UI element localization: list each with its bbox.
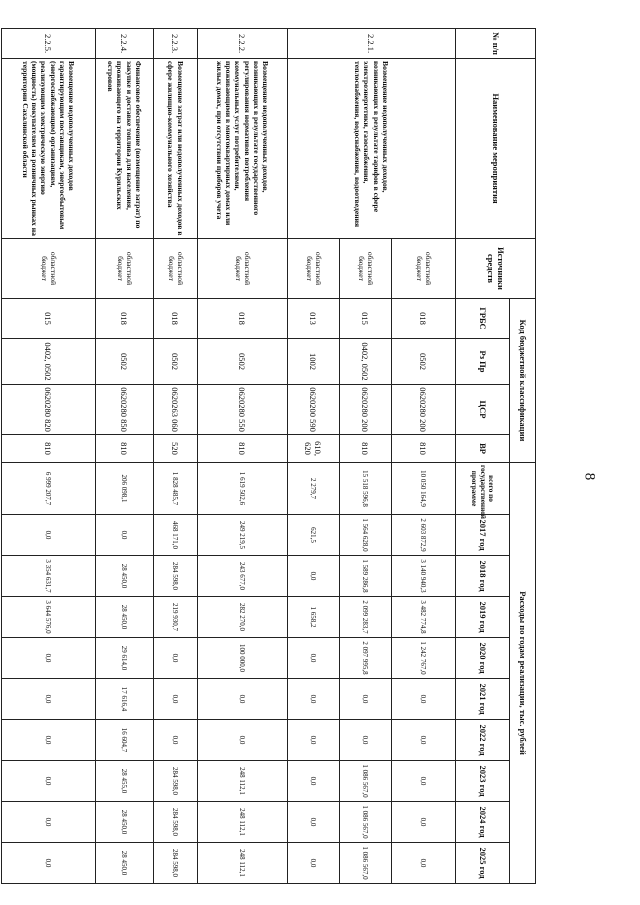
rzpr-code: 0502 xyxy=(154,339,198,385)
year-amount: 219 930,7 xyxy=(154,597,198,638)
vr-code: 810 xyxy=(340,435,392,463)
grbs-code: 018 xyxy=(198,299,288,339)
header-year: 2025 год xyxy=(456,843,510,884)
year-amount: 17 616,4 xyxy=(96,679,154,720)
total-amount: 15 518 596,8 xyxy=(340,463,392,515)
year-amount: 0,0 xyxy=(2,843,96,884)
year-amount: 1 564 628,0 xyxy=(340,515,392,556)
year-amount: 1 086 567,0 xyxy=(340,761,392,802)
grbs-code: 013 xyxy=(288,299,340,339)
grbs-code: 015 xyxy=(2,299,96,339)
year-amount: 16 604,7 xyxy=(96,720,154,761)
total-amount: 10 050 164,9 xyxy=(392,463,456,515)
header-grbs: ГРБС xyxy=(456,299,510,339)
header-name: Наименование мероприятия xyxy=(456,59,536,239)
year-amount: 284 598,0 xyxy=(154,556,198,597)
year-amount: 0,0 xyxy=(2,761,96,802)
csr-code: 0620280 820 xyxy=(2,385,96,435)
table-row xyxy=(154,29,198,884)
year-amount: 0,0 xyxy=(340,679,392,720)
year-amount: 284 598,0 xyxy=(154,802,198,843)
vr-code: 810 xyxy=(96,435,154,463)
header-year: 2020 год xyxy=(456,638,510,679)
rzpr-code: 1002 xyxy=(288,339,340,385)
year-amount: 3 482 774,8 xyxy=(392,597,456,638)
year-amount: 0,0 xyxy=(288,843,340,884)
year-amount: 0,0 xyxy=(288,679,340,720)
year-amount: 0,0 xyxy=(288,638,340,679)
header-year: 2022 год xyxy=(456,720,510,761)
budget-table xyxy=(1,28,536,884)
total-amount: 1 828 485,7 xyxy=(154,463,198,515)
year-amount: 28 450,0 xyxy=(96,802,154,843)
year-amount: 0,0 xyxy=(392,720,456,761)
csr-code: 0620280 200 xyxy=(392,385,456,435)
rzpr-code: 0402, 0502 xyxy=(340,339,392,385)
vr-code: 610, 620 xyxy=(288,435,340,463)
rzpr-code: 0502 xyxy=(96,339,154,385)
row-number: 2.2.4. xyxy=(96,29,154,59)
funding-source: областной бюджет xyxy=(154,239,198,299)
year-amount: 3 140 940,3 xyxy=(392,556,456,597)
year-amount: 0,0 xyxy=(2,679,96,720)
year-amount: 284 598,0 xyxy=(154,761,198,802)
measure-name: Возмещение затрат или недополученных доходов в сфере жилищно-коммунального хозяйства xyxy=(154,59,198,239)
csr-code: 0620280 200 xyxy=(340,385,392,435)
year-amount: 0,0 xyxy=(2,638,96,679)
year-amount: 0,0 xyxy=(2,515,96,556)
year-amount: 248 112,1 xyxy=(198,761,288,802)
vr-code: 810 xyxy=(392,435,456,463)
measure-name: Возмещение недополученных доходов гарантирующим поставщикам, энергосбытовым (энергоснабжающим) организациям, реализующим электрическую энергию (мощность) покупателям на розничных рынках на территории Сахалинской области xyxy=(2,59,96,239)
funding-source: областной бюджет xyxy=(340,239,392,299)
row-number: 2.2.2. xyxy=(198,29,288,59)
header-year: 2017 год xyxy=(456,515,510,556)
table-row xyxy=(2,29,96,884)
row-number: 2.2.3. xyxy=(154,29,198,59)
year-amount: 0,0 xyxy=(392,843,456,884)
header-vr: ВР xyxy=(456,435,510,463)
year-amount: 0,0 xyxy=(288,761,340,802)
vr-code: 520 xyxy=(154,435,198,463)
header-year: 2023 год xyxy=(456,761,510,802)
year-amount: 28 450,0 xyxy=(96,597,154,638)
year-amount: 28 455,0 xyxy=(96,761,154,802)
year-amount: 100 000,0 xyxy=(198,638,288,679)
table-row xyxy=(198,29,288,884)
vr-code: 810 xyxy=(2,435,96,463)
year-amount: 3 354 631,7 xyxy=(2,556,96,597)
year-amount: 0,0 xyxy=(392,679,456,720)
header-csr: ЦСР xyxy=(456,385,510,435)
measure-name: Возмещение недополученных доходов, возникающих в результате тарифов в сфере электроэнергетики, газоснабжения, теплоснабжения, водоснабжения, водоотведения xyxy=(288,59,456,239)
year-amount: 0,0 xyxy=(154,638,198,679)
table-row xyxy=(392,29,456,884)
measure-name: Возмещение недополученных доходов, возникающих в результате государственного регулирования нормативов потребления коммунальных услуг потребителями, проживающими в многоквартирных домах или жилых домах, при отсутствии приборов учета xyxy=(198,59,288,239)
row-number: 2.2.5. xyxy=(2,29,96,59)
measure-name: Финансовое обеспечение (возмещение затрат) по закупке и доставке топлива для населения, проживающего на территории Курильских островов xyxy=(96,59,154,239)
year-amount: 28 450,0 xyxy=(96,843,154,884)
year-amount: 1 589 286,8 xyxy=(340,556,392,597)
header-total: всего по государственной программе xyxy=(456,463,510,515)
year-amount: 0,0 xyxy=(2,802,96,843)
total-amount: 206 098,1 xyxy=(96,463,154,515)
year-amount: 0,0 xyxy=(2,720,96,761)
header-expenses: Расходы по годам реализации, тыс. рублей xyxy=(510,463,536,884)
csr-code: 0620280 550 xyxy=(198,385,288,435)
year-amount: 1 658,2 xyxy=(288,597,340,638)
year-amount: 2 099 283,7 xyxy=(340,597,392,638)
csr-code: 0620263 060 xyxy=(154,385,198,435)
year-amount: 1 086 567,0 xyxy=(340,802,392,843)
rotated-table-area xyxy=(16,28,536,884)
year-amount: 0,0 xyxy=(288,802,340,843)
year-amount: 0,0 xyxy=(154,720,198,761)
year-amount: 468 171,0 xyxy=(154,515,198,556)
header-year: 2024 год xyxy=(456,802,510,843)
year-amount: 248 112,1 xyxy=(198,843,288,884)
funding-source: областной бюджет xyxy=(392,239,456,299)
header-year: 2018 год xyxy=(456,556,510,597)
vr-code: 810 xyxy=(198,435,288,463)
year-amount: 0,0 xyxy=(154,679,198,720)
rzpr-code: 0502 xyxy=(198,339,288,385)
grbs-code: 018 xyxy=(96,299,154,339)
grbs-code: 018 xyxy=(392,299,456,339)
header-year: 2019 год xyxy=(456,597,510,638)
year-amount: 0,0 xyxy=(198,720,288,761)
grbs-code: 018 xyxy=(154,299,198,339)
header-rzpr: Рз Пр xyxy=(456,339,510,385)
csr-code: 0620200 590 xyxy=(288,385,340,435)
year-amount: 0,0 xyxy=(96,515,154,556)
total-amount: 2 279,7 xyxy=(288,463,340,515)
year-amount: 282 270,0 xyxy=(198,597,288,638)
year-amount: 0,0 xyxy=(288,720,340,761)
year-amount: 2 097 995,8 xyxy=(340,638,392,679)
year-amount: 1 242 767,0 xyxy=(392,638,456,679)
grbs-code: 015 xyxy=(340,299,392,339)
year-amount: 2 603 872,9 xyxy=(392,515,456,556)
year-amount: 284 598,0 xyxy=(154,843,198,884)
csr-code: 0620280 850 xyxy=(96,385,154,435)
year-amount: 248 112,1 xyxy=(198,802,288,843)
year-amount: 249 219,5 xyxy=(198,515,288,556)
header-year: 2021 год xyxy=(456,679,510,720)
page-number: 8 xyxy=(581,472,598,481)
rzpr-code: 0402, 0502 xyxy=(2,339,96,385)
year-amount: 0,0 xyxy=(198,679,288,720)
year-amount: 0,0 xyxy=(288,556,340,597)
header-source: Источники средств xyxy=(456,239,536,299)
header-no: № п/п xyxy=(456,29,536,59)
year-amount: 0,0 xyxy=(392,761,456,802)
year-amount: 28 450,0 xyxy=(96,556,154,597)
year-amount: 1 086 567,0 xyxy=(340,843,392,884)
year-amount: 3 644 576,0 xyxy=(2,597,96,638)
rzpr-code: 0502 xyxy=(392,339,456,385)
funding-source: областной бюджет xyxy=(96,239,154,299)
year-amount: 243 677,0 xyxy=(198,556,288,597)
table-row xyxy=(96,29,154,884)
total-amount: 1 619 502,6 xyxy=(198,463,288,515)
row-number: 2.2.1. xyxy=(288,29,456,59)
year-amount: 0,0 xyxy=(392,802,456,843)
funding-source: областной бюджет xyxy=(288,239,340,299)
year-amount: 621,5 xyxy=(288,515,340,556)
year-amount: 29 614,0 xyxy=(96,638,154,679)
funding-source: областной бюджет xyxy=(2,239,96,299)
funding-source: областной бюджет xyxy=(198,239,288,299)
year-amount: 0,0 xyxy=(340,720,392,761)
header-budget-code: Код бюджетной классификации xyxy=(510,299,536,463)
total-amount: 6 999 207,7 xyxy=(2,463,96,515)
